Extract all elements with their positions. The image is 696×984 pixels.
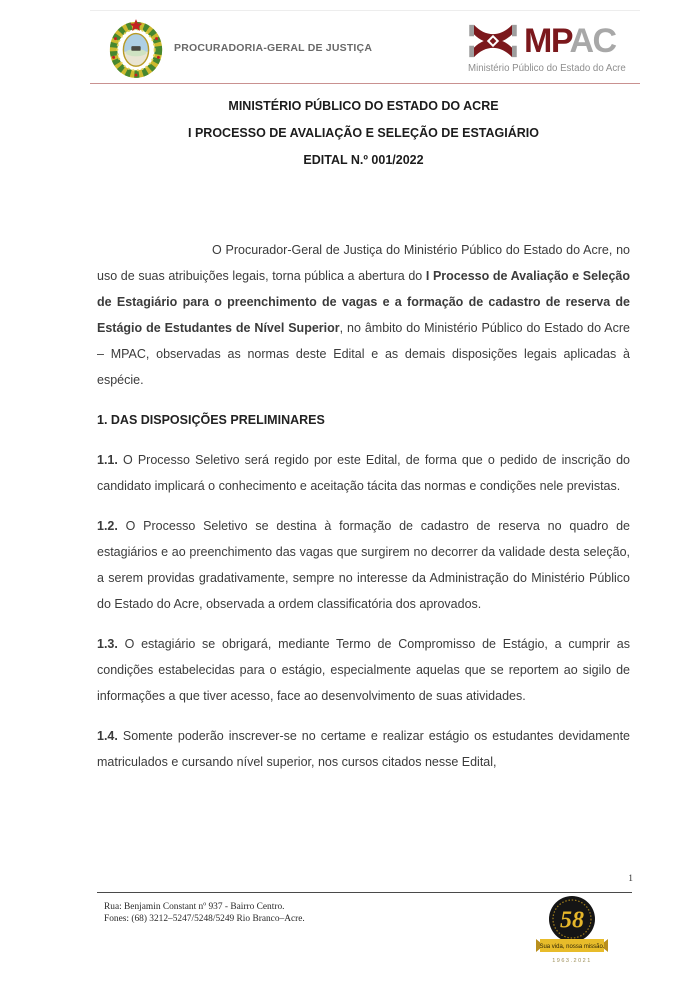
paragraph: 1.4. Somente poderão inscrever-se no certame e realizar estágio os estudantes devidamente matriculados e cursando nível superior, nos cursos citados nesse Edital,: [97, 729, 630, 769]
mpac-wordmark: [524, 21, 616, 60]
address-line-2: Fones: (68) 3212–5247/5248/5249 Rio Branco–Acre.: [104, 913, 305, 924]
paragraph: O Procurador-Geral de Justiça do Ministério Público do Estado do Acre, no uso de suas atribuições legais, torna pública a abertura do I Processo de Avaliação e Seleção de Estagiário para o preenchimento de vagas e a formação de cadastro de reserva de Estágio de Estudantes de Nível Superior, no âmbito do Ministério Público do Estado do Acre – MPAC, observadas as normas deste Edital e as demais disposições legais aplicadas à espécie.: [97, 243, 630, 387]
anniversary-badge: [534, 894, 610, 968]
document-body: [97, 237, 630, 775]
mpac-brand: [468, 22, 638, 74]
title-line-2: I PROCESSO DE AVALIAÇÃO E SELEÇÃO DE ESTAGIÁRIO: [188, 126, 539, 140]
mpac-wordmark-ac: AC: [569, 21, 616, 60]
mpac-wordmark-mp: MP: [524, 21, 570, 60]
title-line-3: EDITAL N.º 001/2022: [303, 153, 424, 167]
acre-coat-of-arms-icon: [108, 18, 164, 78]
pgj-label: PROCURADORIA-GERAL DE JUSTIÇA: [174, 41, 373, 54]
anniversary-58-badge-icon: [534, 894, 610, 968]
paragraph: 1.3. O estagiário se obrigará, mediante Termo de Compromisso de Estágio, a cumprir as condições estabelecidas para o estágio, especialmente aquelas que se reportem ao sigilo de informações a que tiver acesso, face ao desenvolvimento de suas atividades.: [97, 637, 630, 703]
section-heading: 1. DAS DISPOSIÇÕES PRELIMINARES: [97, 413, 325, 427]
footer-address: [104, 902, 305, 925]
title-line-1: MINISTÉRIO PÚBLICO DO ESTADO DO ACRE: [228, 99, 499, 113]
paragraph: 1.1. O Processo Seletivo será regido por este Edital, de forma que o pedido de inscrição do candidato implicará o conhecimento e aceitação tácita das normas e condições nele previstas.: [97, 453, 630, 493]
mpac-logo-icon: [468, 22, 518, 60]
page-number: 1: [628, 874, 633, 884]
footer-rule: [97, 892, 632, 893]
header-top-rule: [90, 10, 640, 11]
badge-ribbon-text: Sua vida, nossa missão.: [539, 943, 605, 950]
badge-years: 1963.2021: [552, 958, 592, 964]
badge-number: 58: [560, 907, 584, 934]
pgj-brand: [90, 18, 372, 78]
mpac-subtitle: Ministério Público do Estado do Acre: [468, 62, 626, 74]
document-header: [0, 12, 696, 84]
document-title: [97, 93, 630, 174]
address-line-1: Rua: Benjamin Constant nº 937 - Bairro Centro.: [104, 902, 285, 912]
paragraph: 1.2. O Processo Seletivo se destina à formação de cadastro de reserva no quadro de estagiários e ao preenchimento das vagas que surgirem no decorrer da validade desta seleção, a serem providas gradativamente, sempre no interesse da Administração do Ministério Público do Estado do Acre, observada a ordem classificatória dos aprovados.: [97, 519, 630, 611]
